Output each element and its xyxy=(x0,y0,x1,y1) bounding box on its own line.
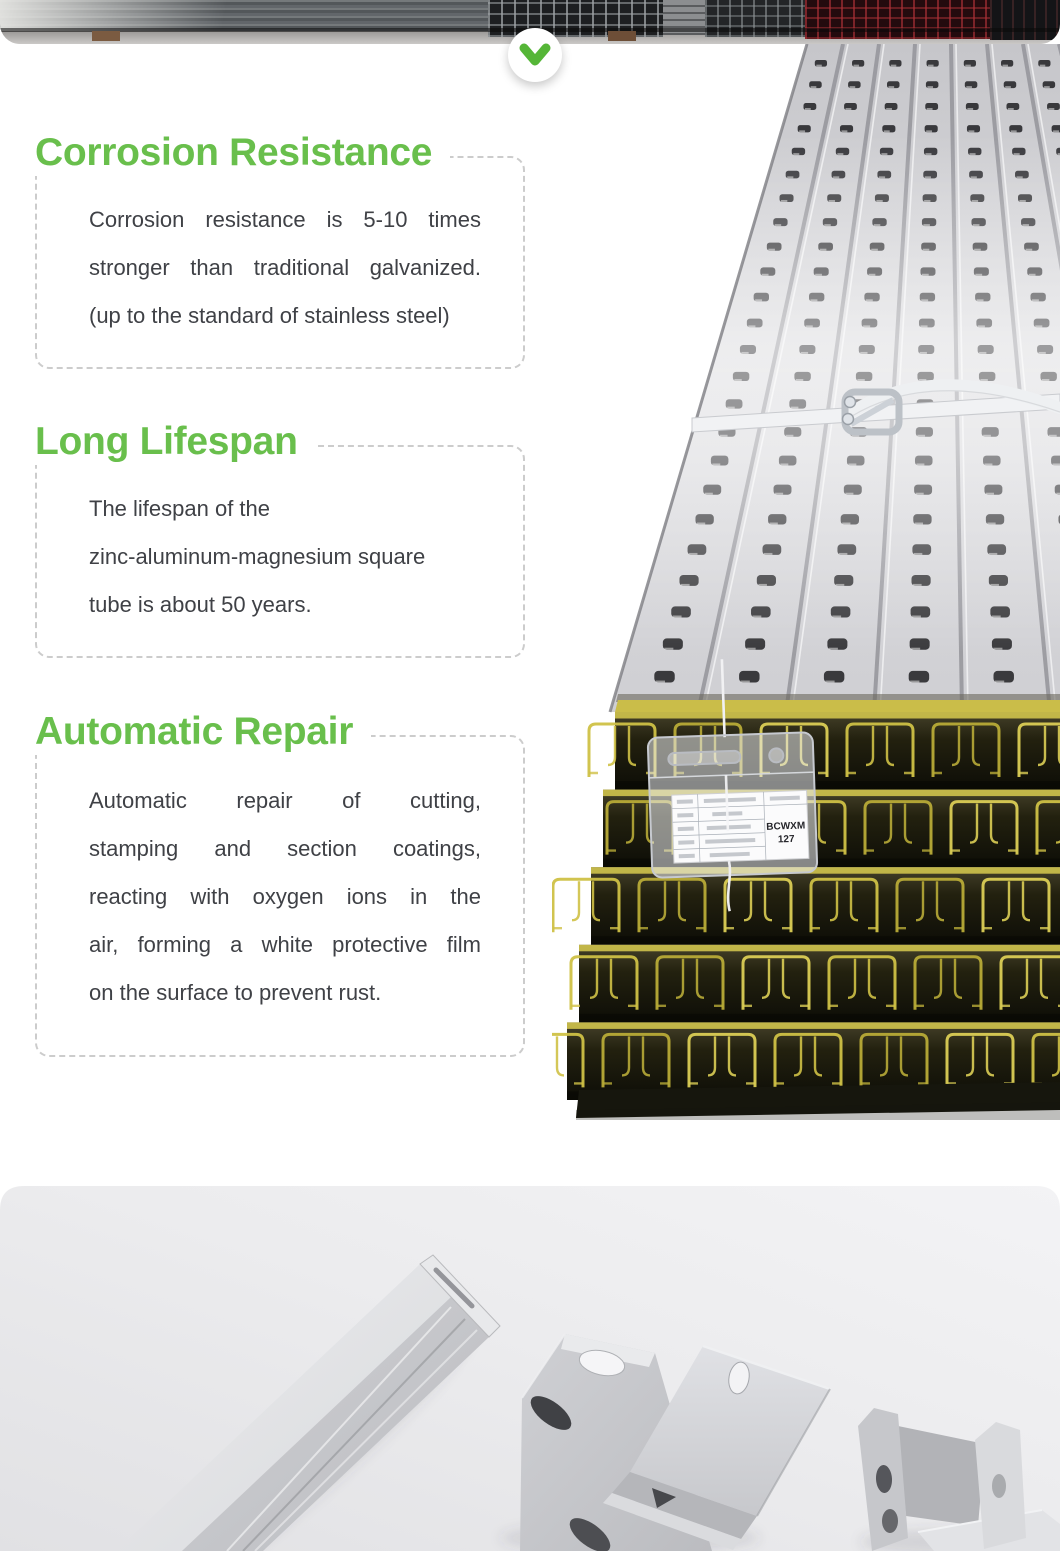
product-photo-parts xyxy=(0,1186,1060,1551)
banner-tube-bundle xyxy=(0,0,500,31)
feature-card: Automatic repair of cutting, stamping and section coatings, reacting with oxygen ions in the air, forming a white protective film on the surface to prevent rust. xyxy=(35,735,525,1057)
section-title: Corrosion Resistance xyxy=(35,130,450,176)
feature-section-repair xyxy=(35,709,528,1057)
feature-section-corrosion xyxy=(35,130,528,369)
feature-section-lifespan xyxy=(35,419,528,658)
chevron-down-icon xyxy=(518,42,552,68)
banner-dark-tubes xyxy=(990,0,1060,40)
section-title: Automatic Repair xyxy=(35,709,371,755)
feature-card: The lifespan of the zinc-aluminum-magnesium square tube is about 50 years. xyxy=(35,445,525,658)
feature-card: Corrosion resistance is 5-10 times stronger than traditional galvanized. (up to the standard of stainless steel) xyxy=(35,156,525,369)
label-number: 127 xyxy=(777,833,795,846)
product-photo-bundle xyxy=(552,44,1060,1120)
wood-support xyxy=(92,31,120,41)
section-title: Long Lifespan xyxy=(35,419,316,465)
label-code: BCWXM xyxy=(766,820,806,833)
banner-red-tube-ends xyxy=(805,0,990,39)
label-card xyxy=(672,790,809,863)
scroll-down-button[interactable] xyxy=(508,28,562,82)
wood-support xyxy=(608,31,636,41)
